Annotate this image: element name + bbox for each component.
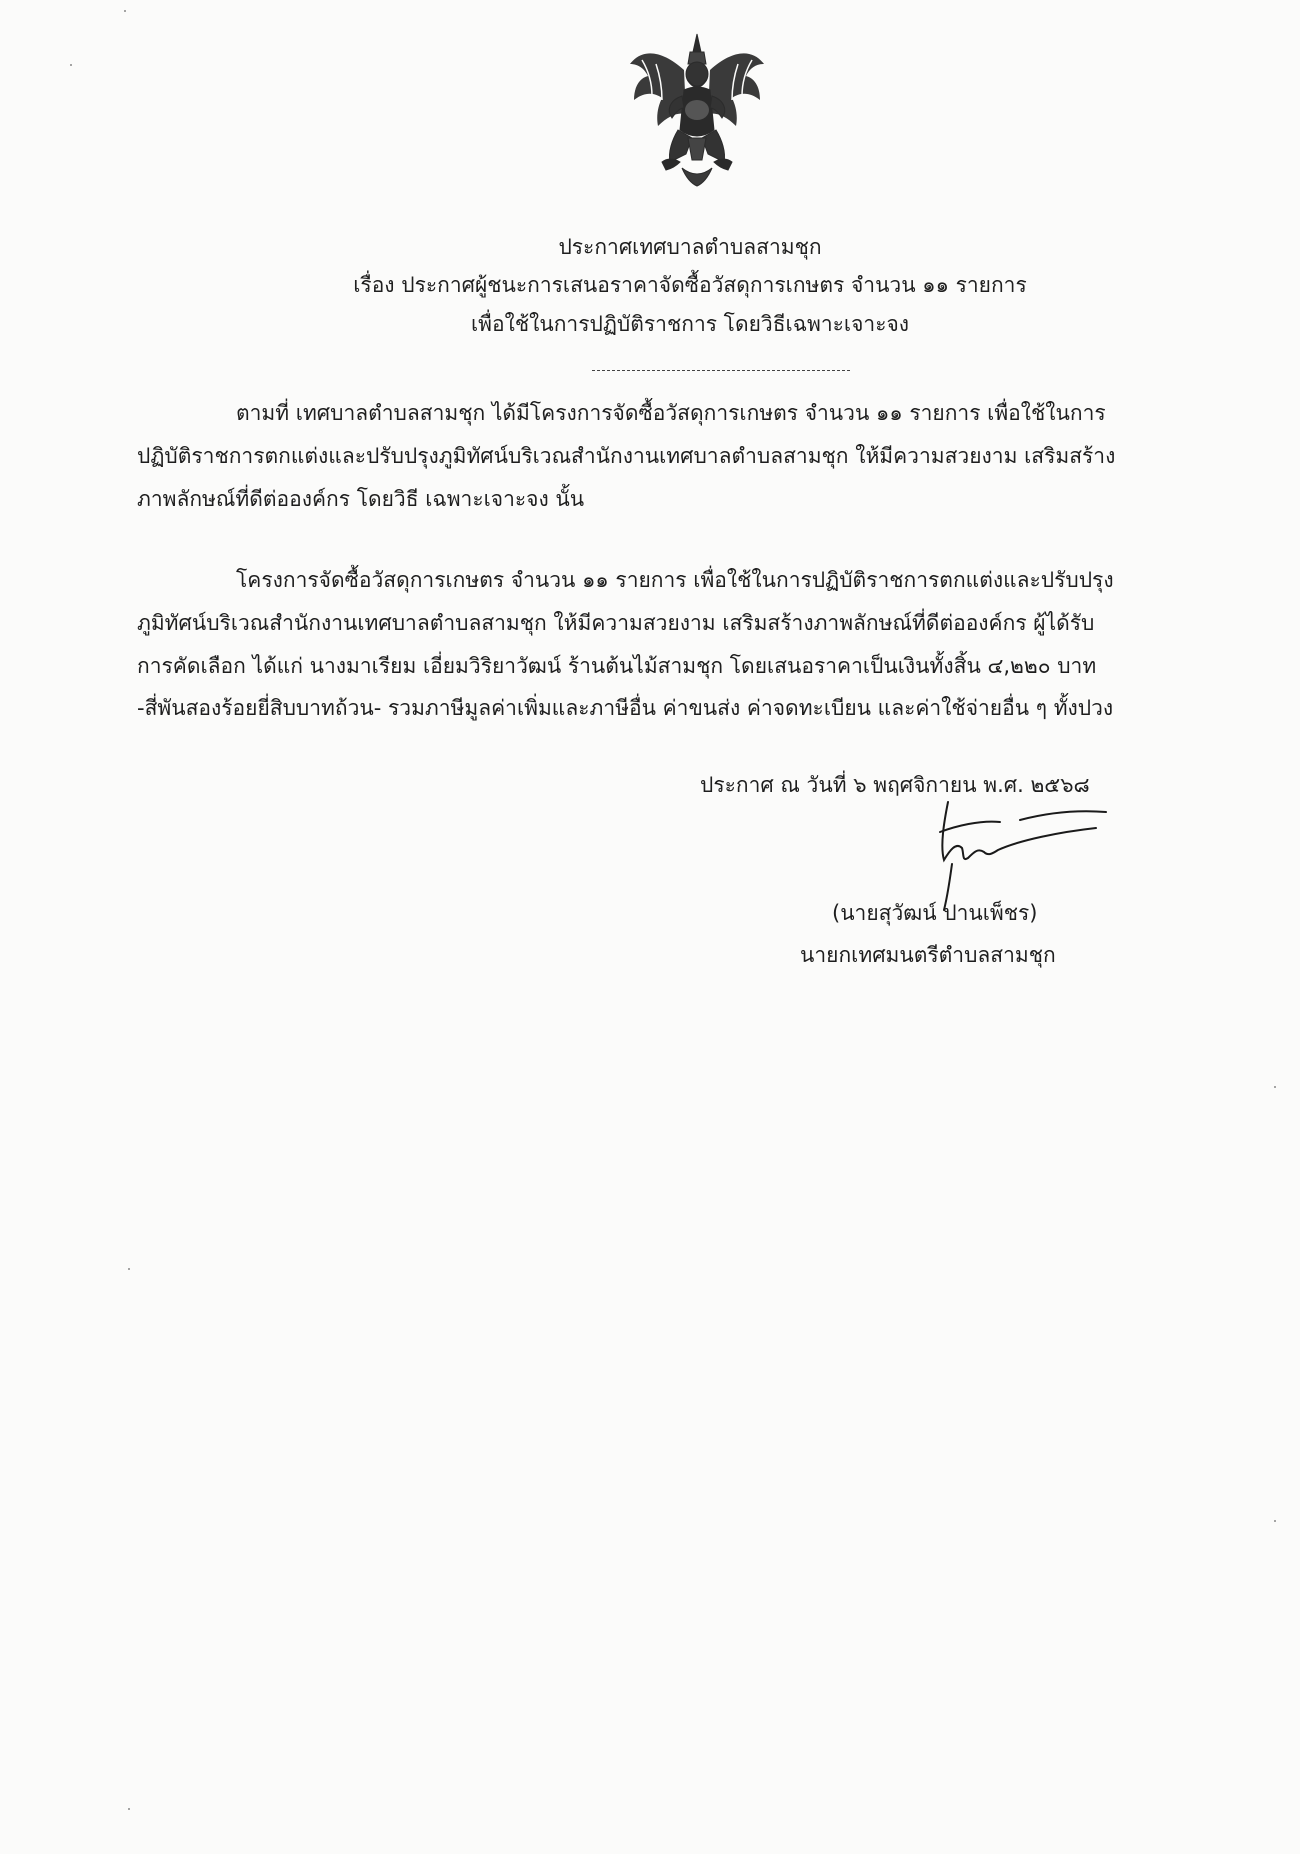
paragraph-2-line-4: -สี่พันสองร้อยยี่สิบบาทถ้วน- รวมภาษีมูลค่าเพิ่มและภาษีอื่น ค่าขนส่ง ค่าจดทะเบียน และค่าใช้จ่ายอื่น ๆ ทั้งปวง [137, 696, 1114, 720]
announcement-date: ประกาศ ณ วันที่ ๖ พฤศจิกายน พ.ศ. ๒๕๖๘ [700, 773, 1090, 797]
title-divider [592, 370, 850, 371]
paragraph-1-line-1: ตามที่ เทศบาลตำบลสามชุก ได้มีโครงการจัดซื้อวัสดุการเกษตร จำนวน ๑๑ รายการ เพื่อใช้ในการ [236, 401, 1106, 425]
paragraph-1-line-3: ภาพลักษณ์ที่ดีต่อองค์กร โดยวิธี เฉพาะเจาะจง นั้น [137, 487, 585, 511]
announcement-title: ประกาศเทศบาลตำบลสามชุก [558, 235, 822, 259]
signer-position: นายกเทศมนตรีตำบลสามชุก [800, 943, 1056, 967]
scan-speck [1274, 1520, 1276, 1522]
scan-speck [128, 1808, 130, 1810]
paragraph-2-line-1: โครงการจัดซื้อวัสดุการเกษตร จำนวน ๑๑ รายการ เพื่อใช้ในการปฏิบัติราชการตกแต่งและปรับปรุง [236, 568, 1114, 592]
announcement-subject-continued: เพื่อใช้ในการปฏิบัติราชการ โดยวิธีเฉพาะเจาะจง [470, 312, 910, 336]
scan-speck [124, 10, 126, 12]
scan-speck [1274, 1086, 1276, 1088]
paragraph-2-line-3: การคัดเลือก ได้แก่ นางมาเรียม เอี่ยมวิริยาวัฒน์ ร้านต้นไม้สามชุก โดยเสนอราคาเป็นเงินทั้งสิ้น ๔,๒๒๐ บาท [137, 654, 1097, 678]
paragraph-2-line-2: ภูมิทัศน์บริเวณสำนักงานเทศบาลตำบลสามชุก ให้มีความสวยงาม เสริมสร้างภาพลักษณ์ที่ดีต่อองค์กร ผู้ได้รับ [137, 611, 1095, 635]
scan-speck [128, 1268, 130, 1270]
paragraph-1-line-2: ปฏิบัติราชการตกแต่งและปรับปรุงภูมิทัศน์บริเวณสำนักงานเทศบาลตำบลสามชุก ให้มีความสวยงาม เสริมสร้าง [137, 444, 1116, 468]
scan-speck [70, 64, 72, 66]
signer-name: (นายสุวัฒน์ ปานเพ็ชร) [832, 901, 1038, 925]
garuda-emblem-icon [622, 30, 772, 190]
announcement-subject: เรื่อง ประกาศผู้ชนะการเสนอราคาจัดซื้อวัสดุการเกษตร จำนวน ๑๑ รายการ [353, 273, 1027, 297]
